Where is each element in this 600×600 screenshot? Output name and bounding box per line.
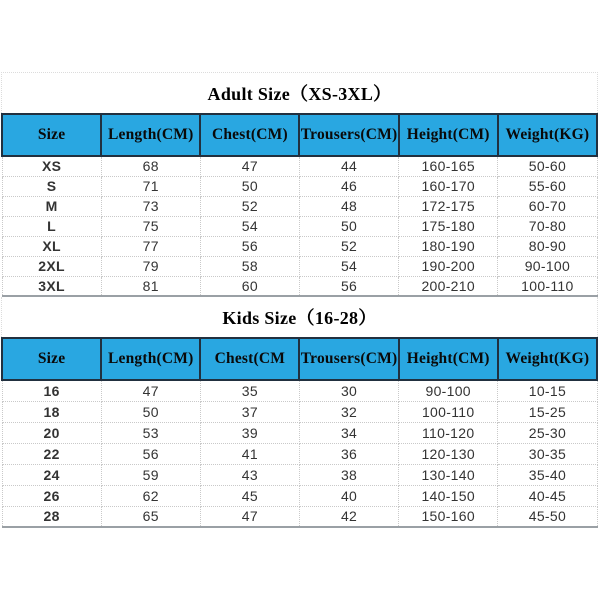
cell-chest: 56 — [200, 236, 299, 256]
kids-col-header-weight: Weight(KG) — [498, 338, 597, 380]
cell-height: 190-200 — [399, 256, 498, 276]
kids-size-title: Kids Size（16-28） — [1, 297, 598, 337]
cell-chest: 50 — [200, 176, 299, 196]
cell-chest: 41 — [200, 443, 299, 464]
cell-length: 73 — [101, 196, 200, 216]
adult-size-title: Adult Size（XS-3XL） — [1, 72, 598, 113]
cell-trousers: 44 — [299, 156, 398, 176]
cell-weight: 90-100 — [498, 256, 597, 276]
cell-size: XL — [2, 236, 101, 256]
cell-size: L — [2, 216, 101, 236]
cell-length: 68 — [101, 156, 200, 176]
cell-height: 175-180 — [399, 216, 498, 236]
table-row — [2, 506, 597, 527]
cell-weight: 15-25 — [498, 401, 597, 422]
cell-weight: 55-60 — [498, 176, 597, 196]
table-row — [2, 443, 597, 464]
cell-weight: 40-45 — [498, 485, 597, 506]
cell-length: 53 — [101, 422, 200, 443]
cell-weight: 50-60 — [498, 156, 597, 176]
cell-length: 65 — [101, 506, 200, 527]
cell-chest: 47 — [200, 156, 299, 176]
cell-chest: 60 — [200, 276, 299, 296]
cell-chest: 54 — [200, 216, 299, 236]
adult-size-table — [1, 113, 598, 297]
cell-length: 62 — [101, 485, 200, 506]
cell-length: 56 — [101, 443, 200, 464]
table-row — [2, 276, 597, 296]
cell-size: 16 — [2, 380, 101, 401]
adult-col-header-trousers: Trousers(CM) — [299, 114, 398, 156]
cell-size: 26 — [2, 485, 101, 506]
cell-height: 150-160 — [399, 506, 498, 527]
kids-col-header-height: Height(CM) — [399, 338, 498, 380]
cell-trousers: 42 — [299, 506, 398, 527]
adult-header-row — [2, 114, 597, 156]
cell-chest: 47 — [200, 506, 299, 527]
cell-height: 172-175 — [399, 196, 498, 216]
cell-chest: 52 — [200, 196, 299, 216]
cell-height: 160-170 — [399, 176, 498, 196]
table-row — [2, 176, 597, 196]
cell-size: M — [2, 196, 101, 216]
cell-trousers: 56 — [299, 276, 398, 296]
cell-trousers: 34 — [299, 422, 398, 443]
cell-chest: 58 — [200, 256, 299, 276]
cell-size: 28 — [2, 506, 101, 527]
adult-col-header-chest: Chest(CM) — [200, 114, 299, 156]
cell-weight: 80-90 — [498, 236, 597, 256]
table-row — [2, 236, 597, 256]
cell-trousers: 52 — [299, 236, 398, 256]
cell-weight: 70-80 — [498, 216, 597, 236]
adult-col-header-height: Height(CM) — [399, 114, 498, 156]
cell-weight: 35-40 — [498, 464, 597, 485]
cell-size: 22 — [2, 443, 101, 464]
adult-col-header-size: Size — [2, 114, 101, 156]
cell-height: 100-110 — [399, 401, 498, 422]
kids-col-header-size: Size — [2, 338, 101, 380]
cell-chest: 37 — [200, 401, 299, 422]
cell-size: S — [2, 176, 101, 196]
cell-height: 110-120 — [399, 422, 498, 443]
cell-trousers: 30 — [299, 380, 398, 401]
cell-chest: 43 — [200, 464, 299, 485]
table-row — [2, 156, 597, 176]
cell-size: 18 — [2, 401, 101, 422]
size-chart-sheet — [1, 72, 598, 528]
cell-size: 20 — [2, 422, 101, 443]
cell-trousers: 38 — [299, 464, 398, 485]
table-row — [2, 485, 597, 506]
cell-trousers: 50 — [299, 216, 398, 236]
cell-weight: 100-110 — [498, 276, 597, 296]
cell-height: 90-100 — [399, 380, 498, 401]
cell-weight: 10-15 — [498, 380, 597, 401]
table-row — [2, 256, 597, 276]
kids-col-header-length: Length(CM) — [101, 338, 200, 380]
table-row — [2, 196, 597, 216]
cell-chest: 39 — [200, 422, 299, 443]
cell-length: 50 — [101, 401, 200, 422]
adult-col-header-weight: Weight(KG) — [498, 114, 597, 156]
cell-height: 130-140 — [399, 464, 498, 485]
cell-size: 24 — [2, 464, 101, 485]
cell-height: 180-190 — [399, 236, 498, 256]
cell-trousers: 36 — [299, 443, 398, 464]
kids-col-header-chest: Chest(CM — [200, 338, 299, 380]
cell-weight: 45-50 — [498, 506, 597, 527]
cell-weight: 25-30 — [498, 422, 597, 443]
cell-trousers: 40 — [299, 485, 398, 506]
cell-length: 59 — [101, 464, 200, 485]
kids-size-table — [1, 337, 598, 528]
cell-size: 2XL — [2, 256, 101, 276]
cell-weight: 30-35 — [498, 443, 597, 464]
cell-height: 120-130 — [399, 443, 498, 464]
table-row — [2, 401, 597, 422]
cell-length: 47 — [101, 380, 200, 401]
table-row — [2, 464, 597, 485]
cell-trousers: 48 — [299, 196, 398, 216]
cell-trousers: 46 — [299, 176, 398, 196]
cell-chest: 45 — [200, 485, 299, 506]
table-row — [2, 422, 597, 443]
table-row — [2, 380, 597, 401]
cell-length: 79 — [101, 256, 200, 276]
cell-height: 160-165 — [399, 156, 498, 176]
cell-length: 81 — [101, 276, 200, 296]
cell-length: 77 — [101, 236, 200, 256]
cell-chest: 35 — [200, 380, 299, 401]
cell-trousers: 54 — [299, 256, 398, 276]
cell-height: 200-210 — [399, 276, 498, 296]
cell-length: 75 — [101, 216, 200, 236]
table-row — [2, 216, 597, 236]
cell-height: 140-150 — [399, 485, 498, 506]
adult-col-header-length: Length(CM) — [101, 114, 200, 156]
cell-size: 3XL — [2, 276, 101, 296]
kids-header-row — [2, 338, 597, 380]
cell-weight: 60-70 — [498, 196, 597, 216]
cell-size: XS — [2, 156, 101, 176]
cell-trousers: 32 — [299, 401, 398, 422]
cell-length: 71 — [101, 176, 200, 196]
kids-col-header-trousers: Trousers(CM) — [299, 338, 398, 380]
